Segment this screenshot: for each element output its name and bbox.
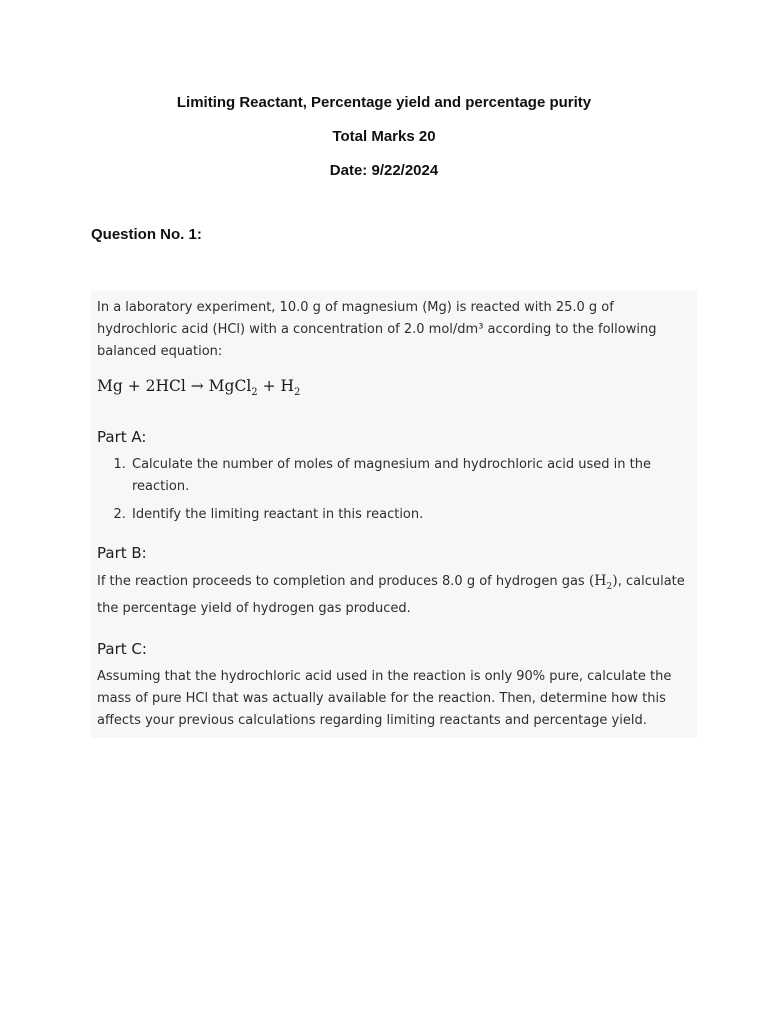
part-b-text (97, 570, 691, 620)
equation-mid: + H (257, 377, 295, 395)
list-item: 1. Calculate the number of moles of magnesium and hydrochloric acid used in the reaction. (130, 454, 691, 498)
equation-lhs: Mg + 2HCl → MgCl (97, 377, 252, 395)
part-a-heading: Part A: (97, 428, 147, 447)
equation-sub-2: 2 (294, 387, 301, 399)
part-c-text: Assuming that the hydrochloric acid used in the reaction is only 90% pure, calculate the mass of pure HCl that was actually available for the reaction. Then, determine how this affects your previous calculations regarding limiting reactants and percentage yield. (97, 668, 672, 728)
document-header (0, 92, 768, 194)
part-b-text-after: , calculate the percentage yield of hydrogen gas produced. (97, 574, 685, 616)
hydrogen-formula-close: ) (612, 573, 618, 590)
question-intro: In a laboratory experiment, 10.0 g of magnesium (Mg) is reacted with 25.0 g of hydrochloric acid (HCl) with a concentration of 2.0 mol/dm³ according to the following balanced equation: (97, 300, 657, 359)
document-title: Limiting Reactant, Percentage yield and percentage purity (176, 94, 592, 111)
part-a-list (97, 454, 691, 526)
list-item: 2. Identify the limiting reactant in this reaction. (130, 504, 691, 526)
hydrogen-formula-sub: 2 (606, 581, 613, 592)
question-image-box (91, 291, 697, 738)
total-marks: Total Marks 20 (332, 128, 436, 145)
part-b-text-before: If the reaction proceeds to completion and produces 8.0 g of hydrogen gas (97, 574, 589, 590)
part-b-heading: Part B: (97, 544, 147, 563)
hydrogen-formula (588, 573, 618, 592)
equation-sub-1: 2 (251, 387, 258, 399)
question-title: Question No. 1: (91, 226, 202, 243)
hydrogen-formula-base: (H (588, 573, 607, 590)
balanced-equation (97, 375, 691, 404)
document-date: Date: 9/22/2024 (329, 162, 439, 179)
part-c-heading: Part C: (97, 639, 147, 658)
